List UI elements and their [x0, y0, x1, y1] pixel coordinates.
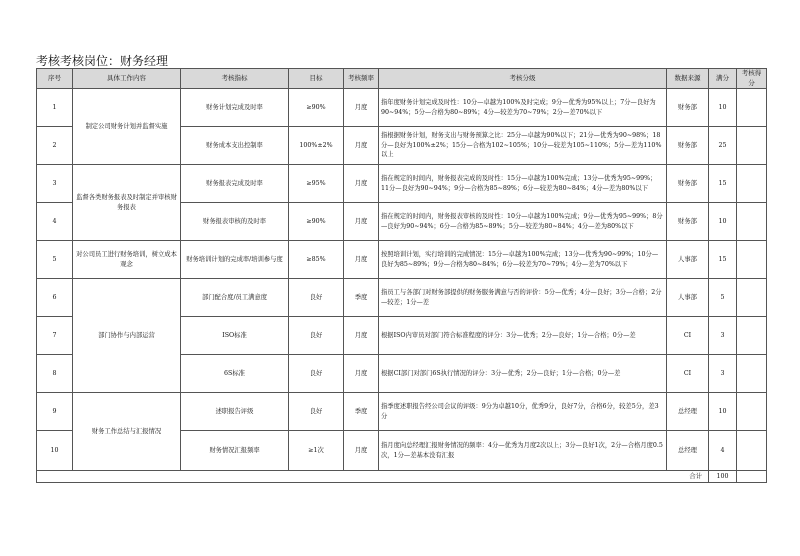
row-full-score: 3 — [709, 317, 737, 355]
row-indicator: 6S标准 — [181, 355, 289, 393]
row-indicator: 财务情况汇报频率 — [181, 431, 289, 471]
row-target: 良好 — [289, 355, 344, 393]
row-target: 良好 — [289, 279, 344, 317]
row-indicator: 财务报表完成及时率 — [181, 165, 289, 203]
header-no: 序号 — [37, 69, 73, 89]
row-full-score: 5 — [709, 279, 737, 317]
row-source: 总经理 — [667, 431, 709, 471]
row-full-score: 4 — [709, 431, 737, 471]
row-result — [737, 393, 767, 431]
page-title: 考核考核岗位：财务经理 — [36, 54, 169, 68]
row-full-score: 10 — [709, 89, 737, 127]
row-no: 8 — [37, 355, 73, 393]
header-full-score: 满分 — [709, 69, 737, 89]
row-no: 3 — [37, 165, 73, 203]
row-indicator: 财务成本支出控制率 — [181, 127, 289, 165]
row-full-score: 15 — [709, 241, 737, 279]
row-grading: 指员工与各部门对财务部提供的财务服务满意与否的评价：5分—优秀；4分—良好；3分—合格；2分—较差；1分—差 — [379, 279, 667, 317]
table-row — [37, 241, 767, 279]
row-grading: 按照培训计划，实行培训的完成情况：15分—卓越为100%完成；13分—优秀为90~99%；10分—良好为85~89%；9分—合格为80~84%；6分—较差为70~79%；4分—差为70%以下 — [379, 241, 667, 279]
row-full-score: 25 — [709, 127, 737, 165]
row-result — [737, 317, 767, 355]
row-frequency: 月度 — [344, 89, 379, 127]
header-row — [37, 69, 767, 89]
table-row — [37, 279, 767, 317]
header-frequency: 考核频率 — [344, 69, 379, 89]
total-row — [37, 471, 767, 483]
header-content: 具体工作内容 — [73, 69, 181, 89]
table-row — [37, 89, 767, 127]
row-no: 4 — [37, 203, 73, 241]
row-content: 对公司员工进行财务培训，树立成本观念 — [73, 241, 181, 279]
header-grading: 考核分级 — [379, 69, 667, 89]
row-full-score: 3 — [709, 355, 737, 393]
row-frequency: 季度 — [344, 393, 379, 431]
total-score: 100 — [709, 471, 737, 483]
table-row — [37, 165, 767, 203]
row-source: CI — [667, 355, 709, 393]
row-grading: 指年度财务计划完成及时性：10分—卓越为100%及时完成；9分—优秀为95%以上；7分—良好为90~94%；5分—合格为80~89%；4分—较差为70~79%；2分—差70%以下 — [379, 89, 667, 127]
row-result — [737, 89, 767, 127]
row-source: 财务部 — [667, 127, 709, 165]
row-frequency: 月度 — [344, 165, 379, 203]
row-frequency: 月度 — [344, 355, 379, 393]
row-source: 人事部 — [667, 241, 709, 279]
total-result — [737, 471, 767, 483]
row-target: 良好 — [289, 393, 344, 431]
row-frequency: 季度 — [344, 279, 379, 317]
row-full-score: 10 — [709, 393, 737, 431]
row-content: 部门协作与内部运营 — [73, 279, 181, 393]
table-row — [37, 393, 767, 431]
header-target: 目标 — [289, 69, 344, 89]
row-indicator: 财务计划完成及时率 — [181, 89, 289, 127]
row-no: 2 — [37, 127, 73, 165]
row-source: 财务部 — [667, 203, 709, 241]
row-source: 人事部 — [667, 279, 709, 317]
row-result — [737, 203, 767, 241]
row-target: ≥85% — [289, 241, 344, 279]
row-frequency: 月度 — [344, 203, 379, 241]
row-grading: 指在规定的时间内，财务报表审核的及时性：10分—卓越为100%完成；9分—优秀为95~99%；8分—良好为90~94%；6分—合格为85~89%；5分—较差为80~84%；4分—差为80%以下 — [379, 203, 667, 241]
row-frequency: 月度 — [344, 127, 379, 165]
row-indicator: ISO标准 — [181, 317, 289, 355]
header-source: 数据来源 — [667, 69, 709, 89]
row-no: 7 — [37, 317, 73, 355]
row-grading: 指在规定的时间内，财务报表完成的及时性：15分—卓越为100%完成；13分—优秀为95~99%；11分—良好为90~94%；9分—合格为85~89%；6分—较差为80~84%；4分—差为80%以下 — [379, 165, 667, 203]
row-grading: 指月度向总经理汇报财务情况的频率：4分—优秀为月度2次以上；3分—良好1次，2分—合格月度0.5次，1分—差基本没有汇报 — [379, 431, 667, 471]
row-grading: 根据CI部门对部门6S执行情况的评分：3分—优秀；2分—良好；1分—合格；0分—差 — [379, 355, 667, 393]
row-frequency: 月度 — [344, 431, 379, 471]
header-result: 考核得分 — [737, 69, 767, 89]
row-no: 9 — [37, 393, 73, 431]
row-source: CI — [667, 317, 709, 355]
row-indicator: 财务报表审核的及时率 — [181, 203, 289, 241]
row-no: 1 — [37, 89, 73, 127]
assessment-table — [36, 68, 767, 483]
row-content: 财务工作总结与汇报情况 — [73, 393, 181, 471]
row-result — [737, 431, 767, 471]
row-content: 制定公司财务计划并监督实施 — [73, 89, 181, 165]
row-source: 总经理 — [667, 393, 709, 431]
row-result — [737, 241, 767, 279]
row-result — [737, 127, 767, 165]
row-target: 良好 — [289, 317, 344, 355]
row-indicator: 述职报告评级 — [181, 393, 289, 431]
row-indicator: 部门配合度/员工满意度 — [181, 279, 289, 317]
row-no: 10 — [37, 431, 73, 471]
row-full-score: 15 — [709, 165, 737, 203]
row-frequency: 月度 — [344, 317, 379, 355]
row-result — [737, 165, 767, 203]
row-content: 监督各类财务报表及时制定并审核财务报表 — [73, 165, 181, 241]
total-label: 合计 — [37, 471, 709, 483]
row-target: 100%±2% — [289, 127, 344, 165]
row-grading: 根据ISO内审员对部门符合标准程度的评分：3分—优秀；2分—良好；1分—合格；0分—差 — [379, 317, 667, 355]
row-grading: 指根据财务计划，财务支出与财务预算之比：25分—卓越为90%以下；21分—优秀为90~98%；18分—良好为100%±2%；15分—合格为102~105%；10分—较差为105~110%；5分—差为110%以上 — [379, 127, 667, 165]
row-target: ≥95% — [289, 165, 344, 203]
row-target: ≥90% — [289, 203, 344, 241]
row-no: 5 — [37, 241, 73, 279]
row-frequency: 月度 — [344, 241, 379, 279]
row-grading: 指季度述职报告经公司会议的评级：9分为卓越10分，优秀9分，良好7分，合格6分，较差5分，差3分 — [379, 393, 667, 431]
row-result — [737, 279, 767, 317]
row-target: ≥90% — [289, 89, 344, 127]
row-result — [737, 355, 767, 393]
row-source: 财务部 — [667, 89, 709, 127]
row-indicator: 财务培训计划的完成率/培训参与度 — [181, 241, 289, 279]
row-full-score: 10 — [709, 203, 737, 241]
row-target: ≥1次 — [289, 431, 344, 471]
row-no: 6 — [37, 279, 73, 317]
row-source: 财务部 — [667, 165, 709, 203]
header-indicator: 考核指标 — [181, 69, 289, 89]
